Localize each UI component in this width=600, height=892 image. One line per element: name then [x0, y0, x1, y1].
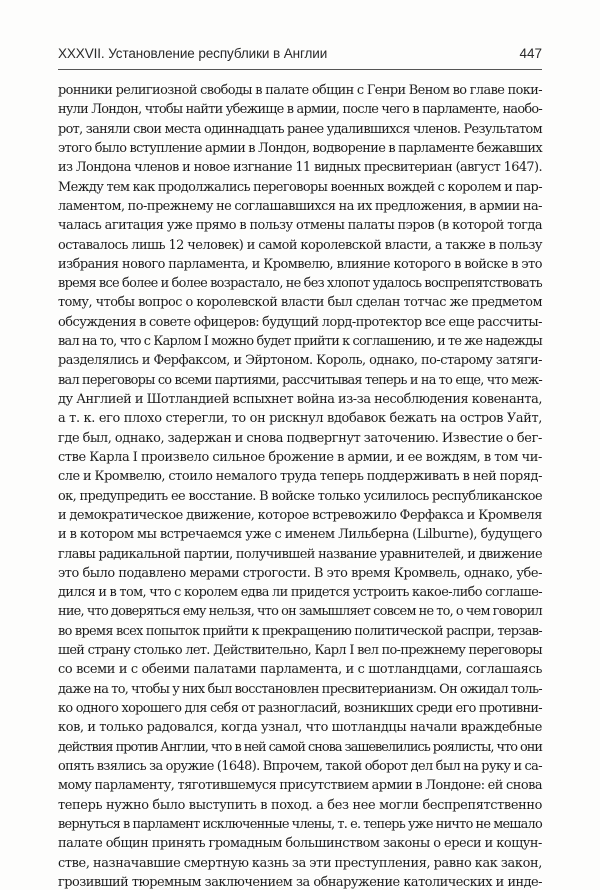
text-line: этого было вступление армии в Лондон, водворение в парламенте бежавших — [58, 140, 542, 156]
text-line: разделялись и Ферфаксом, и Эйртоном. Король, однако, по-старому затяги- — [58, 353, 542, 369]
text-line: оставалось лишь 12 человек) и самой королевской власти, а также в пользу — [58, 237, 542, 253]
text-line: теперь нужно было выступить в поход. а без нее могли беспрепятственно — [58, 797, 542, 813]
text-line: стве, назначавшие смертную казнь за эти преступления, равно как закон, — [58, 855, 542, 871]
body-text — [58, 81, 542, 892]
text-line: вал переговоры со всеми партиями, рассчитывая теперь и на то еще, что меж- — [58, 372, 542, 388]
text-line: ламентом, по-прежнему не соглашавшихся на их предложения, в армии на- — [58, 198, 542, 214]
text-line: чалась агитация уже прямо в пользу отмены палаты пэров (в которой тогда — [58, 218, 542, 234]
text-line: и в котором мы встречаемся уже с именем Лильберна (Lilburne), будущего — [58, 527, 542, 543]
text-line: мому парламенту, тяготившемуся присутствием армии в Лондоне: ей снова — [58, 778, 542, 794]
text-line: ду Англией и Шотландией вспыхнет война из-за несоблюдения ковенанта, — [58, 392, 542, 407]
text-line: нули Лондон, чтобы найти убежище в армии, после чего в парламенте, наобо- — [58, 102, 542, 118]
text-line: опять взялись за оружие (1648). Впрочем, такой оборот дел был на руку и са- — [58, 758, 542, 774]
text-line: ко одного хорошего для себя от разногласий, возникших среди его противни- — [58, 701, 542, 716]
page-number: 447 — [519, 46, 542, 61]
text-line: шей страну столько лет. Действительно, Карл I вел по-прежнему переговоры — [58, 643, 542, 659]
text-line: где был, однако, задержан и снова подвергнут заточению. Известие о бег- — [58, 430, 542, 446]
text-line: дился и в том, что с королем едва ли придется устроить какое-либо соглаше- — [58, 585, 542, 601]
text-line: палате общин принять громадным большинством законы о ереси и кощун- — [58, 836, 542, 852]
text-line: это было подавлено мерами строгости. В это время Кромвель, однако, убе- — [58, 565, 542, 581]
text-line: ние, что доверяться ему нельзя, что он замышляет совсем не то, о чем говорил — [58, 604, 542, 620]
text-line: действия против Англии, что в ней самой снова зашевелились роялисты, что они — [58, 739, 542, 755]
text-line: вал на то, что с Карлом I можно будет прийти к соглашению, и те же надежды — [58, 334, 542, 350]
chapter-title: XXXVII. Установление республики в Англии — [58, 46, 328, 61]
text-line: время все более и более возрастало, не без хлопот удалось воспрепятствовать — [58, 276, 542, 292]
text-line: главы радикальной партии, получившей название уравнителей, и движение — [58, 546, 542, 562]
header-rule — [58, 69, 542, 70]
text-line: тому, чтобы вопрос о королевской власти был сделан тотчас же предметом — [58, 295, 542, 311]
text-line: вернуться в парламент исключенные члены, т. е. теперь уже ничто не мешало — [58, 816, 542, 832]
text-line: даже на то, чтобы у них был восстановлен пресвитерианизм. Он ожидал толь- — [58, 681, 542, 697]
text-line: из Лондона членов и новое изгнание 11 видных пресвитериан (август 1647). — [58, 160, 542, 176]
text-line: а т. к. его плохо стерегли, то он рискнул вдобавок бежать на остров Уайт, — [58, 411, 542, 427]
text-line: со всеми и с обеими палатами парламента, и с шотландцами, соглашаясь — [58, 662, 542, 678]
text-line: Между тем как продолжались переговоры военных вождей с королем и пар- — [58, 179, 542, 195]
text-line: сле и Кромвелю, стоило немалого труда теперь поддерживать в ней поряд- — [58, 469, 542, 485]
text-line: и демократическое движение, которое встревожило Ферфакса и Кромвеля — [58, 507, 542, 523]
text-line: грозивший тюремным заключением за обнаружение католических и инде- — [58, 874, 542, 890]
text-line: во время всех попыток прийти к прекращению политической распри, терзав- — [58, 623, 542, 639]
text-line: избрания нового парламента, и Кромвелю, влияние которого в войске в это — [58, 256, 542, 272]
text-line: обсуждения в совете офицеров: будущий лорд-протектор все еще рассчиты- — [58, 314, 542, 330]
text-line: стве Карла I произвело сильное брожение в армии, и ее вождям, в том чи- — [58, 449, 542, 465]
text-line: ок, предупредить ее восстание. В войске только усилилось республиканское — [58, 488, 542, 504]
text-line: рот, заняли свои места одиннадцать ранее удалившихся членов. Результатом — [58, 121, 542, 137]
text-line: ков, и только радовался, когда узнал, что шотландцы начали враждебные — [58, 720, 542, 736]
text-line: ронники религиозной свободы в палате общин с Генри Веном во главе поки- — [58, 83, 542, 98]
running-head — [58, 46, 542, 66]
